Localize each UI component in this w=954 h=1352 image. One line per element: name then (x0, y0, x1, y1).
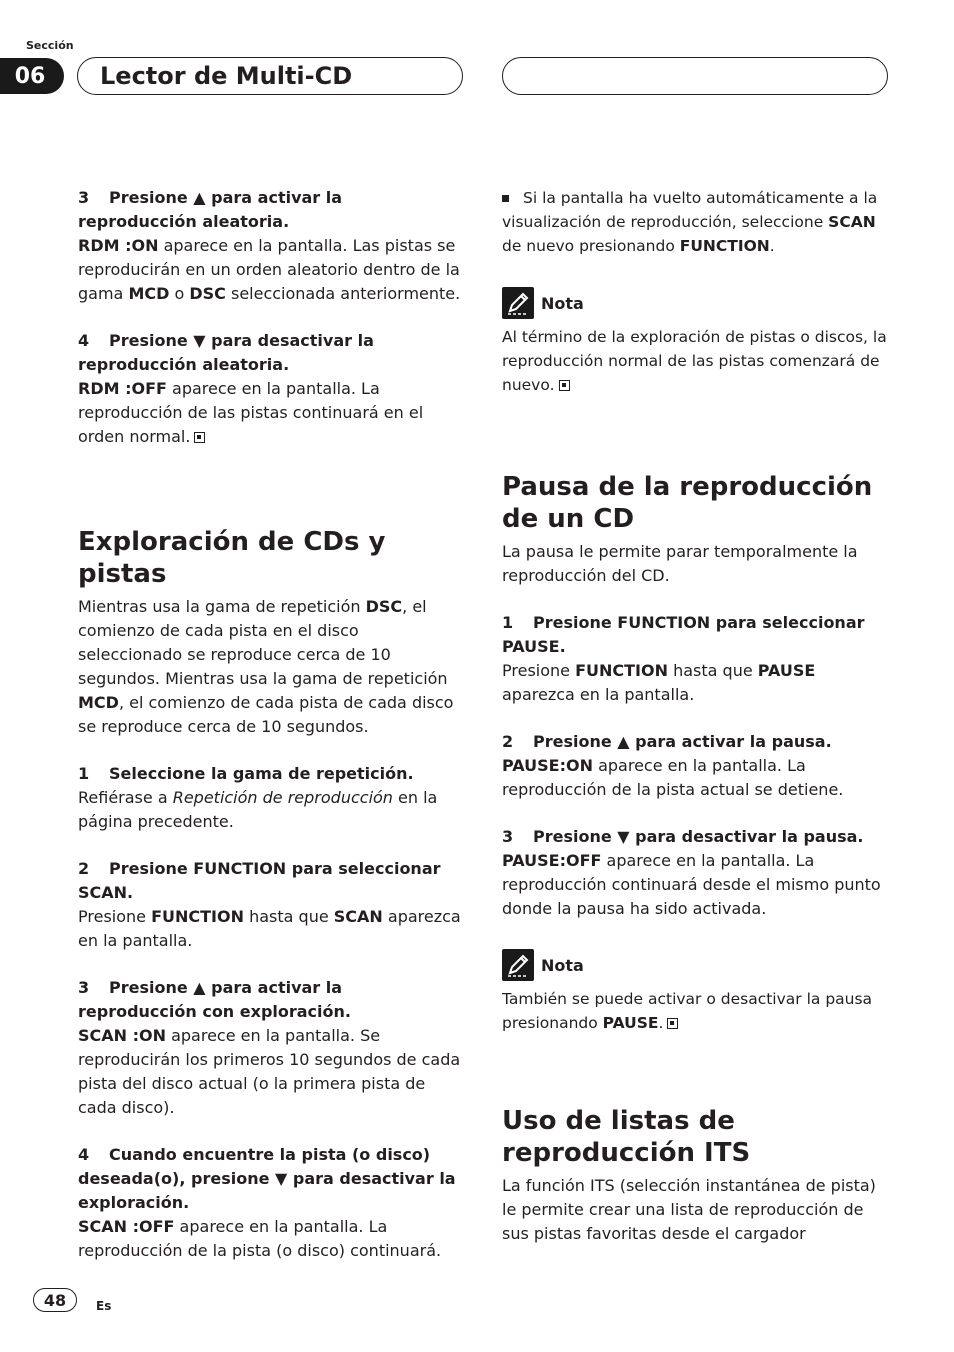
step-number: 3 (78, 978, 90, 997)
button-function: FUNCTION (679, 237, 770, 255)
display-text: PAUSE:OFF (502, 851, 602, 870)
scan-section-title: Exploración de CDs y pistas (78, 527, 386, 589)
body-text: Presione (78, 907, 152, 926)
language-code: Es (96, 1299, 112, 1313)
display-text: PAUSE:ON (502, 756, 593, 775)
step-number: 1 (502, 613, 514, 632)
pause-step-1-body (502, 659, 890, 707)
range-mcd: MCD (78, 693, 119, 712)
title-line-2: de un CD (502, 504, 635, 534)
title-line-2: reproducción ITS (502, 1138, 751, 1168)
right-column (502, 186, 890, 1246)
step-number: 3 (502, 827, 514, 846)
header-empty-box (502, 57, 888, 95)
step-text: Presione ▲ para activar la pausa. (533, 732, 832, 751)
body-text: o (169, 284, 190, 303)
scan-step-1-heading (78, 762, 466, 786)
step-number: 2 (502, 732, 514, 751)
body-text: . (658, 1014, 664, 1032)
body-text: hasta que (244, 907, 334, 926)
body-text: aparece en la pantalla. Se reproducirán los primeros 10 segundos de cada pista del disco actual (o la primera pista de cada disco). (78, 1026, 461, 1117)
step-random-off-body (78, 377, 466, 449)
display-text: SCAN (333, 907, 383, 926)
scan-step-4-body (78, 1215, 466, 1263)
display-text: RDM :OFF (78, 379, 167, 398)
note-label: Nota (541, 293, 584, 313)
display-text: PAUSE (757, 661, 816, 680)
body-text: de nuevo presionando (502, 237, 680, 255)
pencil-note-icon (502, 287, 534, 319)
scan-step-2-heading (78, 857, 466, 905)
its-section-title (502, 1105, 890, 1169)
pause-section-title (502, 471, 890, 535)
section-title (77, 57, 463, 95)
step-number: 3 (78, 188, 90, 207)
its-intro: La función ITS (selección instantánea de pista) le permite crear una lista de reproducción de sus pistas favoritas desde el cargador (502, 1176, 876, 1243)
step-text: Cuando encuentre la pista (o disco) deseada(o), presione ▼ para desactivar la exploración. (78, 1145, 456, 1212)
end-mark-icon (667, 1018, 678, 1029)
pause-step-1-heading (502, 611, 890, 659)
step-random-on-body (78, 234, 466, 306)
scan-intro (78, 595, 466, 739)
scan-step-1-body (78, 786, 466, 834)
title-line-1: Uso de listas de (502, 1106, 735, 1136)
scan-step-3-heading (78, 976, 466, 1024)
step-text: Presione ▼ para desactivar la reproducción aleatoria. (78, 331, 374, 374)
body-text: , el comienzo de cada pista en el disco seleccionado se reproduce cerca de 10 segundos. Mientras usa la gama de repetición (78, 597, 448, 688)
body-text: Al término de la exploración de pistas o discos, la reproducción normal de las pistas comenzará de nuevo. (502, 328, 887, 394)
note-1-text (502, 325, 890, 397)
note-header (502, 286, 890, 320)
range-dsc: DSC (365, 597, 403, 616)
body-text: aparece en la pantalla. La reproducción de la pista actual se detiene. (502, 756, 844, 799)
section-label: Sección (26, 39, 74, 52)
bullet-square-icon (502, 195, 509, 202)
step-random-off-heading (78, 329, 466, 377)
button-pause: PAUSE (602, 1014, 659, 1032)
page-number: 48 (33, 1288, 77, 1312)
body-text: aparezca en la pantalla. (502, 685, 695, 704)
body-text: aparece en la pantalla. La reproducción de la pista (o disco) continuará. (78, 1217, 442, 1260)
pause-step-2-body (502, 754, 890, 802)
end-mark-icon (559, 380, 570, 391)
body-text: aparece en la pantalla. Las pistas se reproducirán en un orden aleatorio dentro de la gama (78, 236, 460, 303)
body-text: seleccionada anteriormente. (225, 284, 461, 303)
pause-step-3-body (502, 849, 890, 921)
title-line-1: Pausa de la reproducción (502, 472, 873, 502)
scan-bullet-note (502, 186, 890, 258)
body-text: aparezca en la pantalla. (78, 907, 461, 950)
range-dsc: DSC (189, 284, 226, 303)
note-label: Nota (541, 955, 584, 975)
display-text: RDM :ON (78, 236, 159, 255)
scan-step-3-body (78, 1024, 466, 1120)
step-text: Presione FUNCTION para seleccionar SCAN. (78, 859, 441, 902)
body-text: Presione (502, 661, 576, 680)
section-title-text: Lector de Multi-CD (100, 62, 353, 90)
pencil-note-icon (502, 949, 534, 981)
step-text: Presione FUNCTION para seleccionar PAUSE. (502, 613, 865, 656)
range-mcd: MCD (128, 284, 170, 303)
body-text: en la página precedente. (78, 788, 438, 831)
body-text: Refiérase a (78, 788, 173, 807)
end-mark-icon (194, 432, 205, 443)
button-function: FUNCTION (151, 907, 244, 926)
note-header (502, 948, 890, 982)
left-column (78, 186, 466, 1263)
body-text: Si la pantalla ha vuelto automáticamente a la visualización de reproducción, seleccione (502, 189, 878, 231)
note-2-text (502, 987, 890, 1035)
section-number-badge: 06 (0, 58, 64, 94)
body-text: aparece en la pantalla. La reproducción continuará desde el mismo punto donde la pausa ha sido activada. (502, 851, 881, 918)
cross-reference: Repetición de reproducción (172, 788, 393, 807)
scan-step-4-heading (78, 1143, 466, 1215)
step-text: Seleccione la gama de repetición. (109, 764, 414, 783)
step-number: 4 (78, 331, 90, 350)
step-text: Presione ▲ para activar la reproducción con exploración. (78, 978, 351, 1021)
step-text: Presione ▲ para activar la reproducción aleatoria. (78, 188, 343, 231)
body-text: aparece en la pantalla. La reproducción de las pistas continuará en el orden normal. (78, 379, 424, 446)
pause-step-2-heading (502, 730, 890, 754)
step-random-on-heading (78, 186, 466, 234)
button-function: FUNCTION (575, 661, 668, 680)
display-text: SCAN (828, 213, 876, 231)
pause-step-3-heading (502, 825, 890, 849)
body-text: También se puede activar o desactivar la pausa presionando (502, 990, 873, 1032)
body-text: , el comienzo de cada pista de cada disco se reproduce cerca de 10 segundos. (78, 693, 454, 736)
step-number: 2 (78, 859, 90, 878)
step-number: 4 (78, 1145, 90, 1164)
body-text: . (769, 237, 775, 255)
display-text: SCAN :ON (78, 1026, 166, 1045)
display-text: SCAN :OFF (78, 1217, 175, 1236)
step-text: Presione ▼ para desactivar la pausa. (533, 827, 864, 846)
step-number: 1 (78, 764, 90, 783)
body-text: Mientras usa la gama de repetición (78, 597, 366, 616)
pause-intro: La pausa le permite parar temporalmente la reproducción del CD. (502, 542, 858, 585)
body-text: hasta que (668, 661, 758, 680)
scan-step-2-body (78, 905, 466, 953)
